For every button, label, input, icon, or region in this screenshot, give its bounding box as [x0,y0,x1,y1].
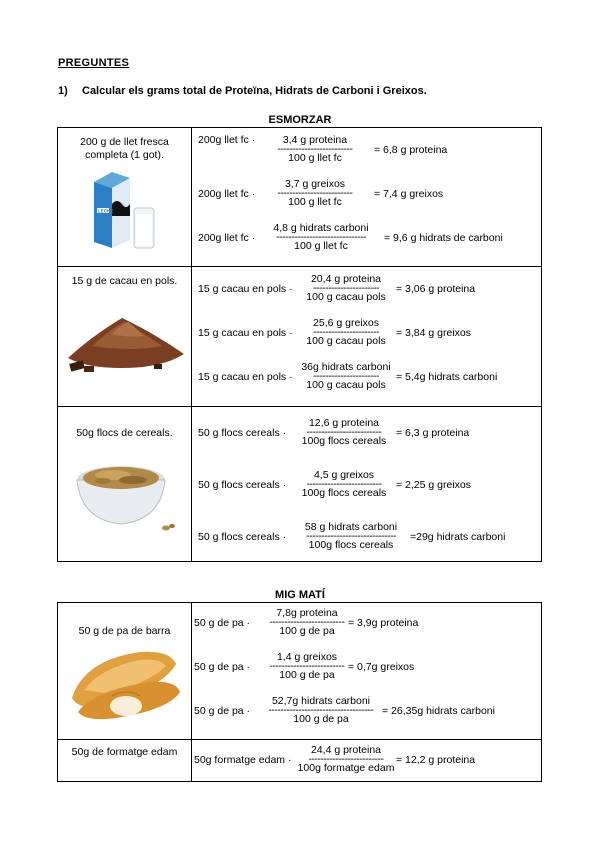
calc-result: = 6,8 g proteina [374,144,448,156]
calc-fraction: 7,8g proteina ------------------------- 100 g de pa [260,607,354,637]
calc-lhs: 200g llet fc · [198,134,256,146]
calc-line [192,469,541,521]
calc-result: = 12,2 g proteina [396,754,476,766]
calc-numerator: 4,5 g greixos [313,469,375,481]
calc-line [192,134,541,178]
calc-lhs: 50 g flocs cereals · [198,427,287,439]
calc-numerator: 12,6 g proteina [308,417,380,429]
calc-denominator: 100g flocs cereals [301,487,387,499]
calc-numerator: 24,4 g proteina [310,744,382,756]
table-row [58,740,542,782]
calc-lhs: 15 g cacau en pols · [198,327,293,339]
food-cell [58,740,192,782]
calc-denominator: 100g flocs cereals [301,435,387,447]
calc-line [192,651,541,695]
question [58,85,427,97]
cereal-bowl-icon [73,454,177,534]
calc-numerator: 52,7g hidrats carboni [271,695,371,707]
calc-fraction: 52,7g hidrats carboni ----------------------------------- 100 g de pa [258,695,384,725]
milk-carton-icon [90,168,160,253]
calc-cell [192,603,542,740]
food-cell [58,128,192,267]
calc-cell [192,128,542,267]
calc-fraction: 1,4 g greixos ------------------------- 100 g de pa [260,651,354,681]
calc-denominator: 100g formatge edam [297,762,395,774]
calc-cell [192,407,542,562]
question-text: Calcular els grams total de Proteïna, Hidrats de Carboni i Greixos. [82,85,427,97]
calc-denominator: 100 g de pa [279,625,335,637]
calc-denominator: 100 g de pa [293,713,349,725]
calc-numerator: 7,8g proteina [276,607,338,619]
calc-result: = 7,4 g greixos [374,188,444,200]
calc-result: = 2,25 g greixos [396,479,472,491]
calc-numerator: 25,6 g greixos [313,317,379,329]
calc-fraction: 12,6 g proteina ------------------------- 100g flocs cereals [294,417,394,447]
table-row [58,407,542,562]
calc-fraction: 3,7 g greixos ------------------------- 100 g llet fc [262,178,368,208]
calc-line [192,417,541,469]
calc-lhs: 200g llet fc · [198,232,256,244]
calc-result: = 0,7g greixos [348,661,415,673]
mig-mati-table [57,602,542,782]
calc-line [192,361,541,405]
food-cell [58,267,192,407]
calc-lhs: 200g llet fc · [198,188,256,200]
calc-fraction: 4,5 g greixos ------------------------- 100g flocs cereals [294,469,394,499]
calc-cell [192,740,542,782]
calc-numerator: 1,4 g greixos [276,651,338,663]
calc-denominator: 100 g cacau pols [306,291,386,303]
calc-lhs: 50g formatge edam · [194,754,292,766]
food-label: 200 g de llet fresca completa (1 got). [80,136,169,161]
calc-fraction: 3,4 g proteina ------------------------- 100 g llet fc [262,134,368,164]
calc-result: = 26,35g hidrats carboni [382,705,495,717]
calc-lhs: 50 g flocs cereals · [198,531,287,543]
calc-numerator: 36g hidrats carboni [301,361,391,373]
food-label: 50g de formatge edam [71,746,178,758]
calc-lhs: 50 g de pa · [194,661,251,673]
page-heading: PREGUNTES [58,57,130,69]
calc-fraction: 58 g hidrats carboni ------------------------------ 100g flocs cereals [294,521,408,551]
calc-denominator: 100 g llet fc [288,196,342,208]
calc-lhs: 50 g flocs cereals · [198,479,287,491]
calc-denominator: 100g flocs cereals [308,539,394,551]
food-label: 15 g de cacau en pols. [71,275,178,287]
calc-fraction: 25,6 g greixos ---------------------- 100 g cacau pols [300,317,392,347]
calc-cell [192,267,542,407]
calc-result: = 5,4g hidrats carboni [396,371,498,383]
calc-denominator: 100 g llet fc [288,152,342,164]
table-row [58,267,542,407]
bread-loaf-icon [64,646,186,722]
calc-fraction: 4,8 g hidrats carboni ------------------------------ 100 g llet fc [262,222,380,252]
calc-denominator: 100 g cacau pols [306,379,386,391]
calc-numerator: 20,4 g proteina [310,273,382,285]
calc-result: = 3,06 g proteina [396,283,476,295]
calc-numerator: 58 g hidrats carboni [304,521,398,533]
calc-result: =29g hidrats carboni [410,531,506,543]
calc-denominator: 100 g llet fc [294,240,348,252]
calc-line [192,695,541,739]
food-cell [58,603,192,740]
calc-line [192,317,541,361]
food-label: 50g flocs de cereals. [76,427,173,439]
calc-lhs: 15 g cacau en pols · [198,283,293,295]
calc-lhs: 15 g cacau en pols · [198,371,293,383]
calc-result: = 3,9g proteina [348,617,419,629]
calc-result: = 6,3 g proteina [396,427,470,439]
section-title-mig-mati: MIG MATÍ [275,589,325,601]
calc-line [192,273,541,317]
calc-lhs: 50 g de pa · [194,705,251,717]
calc-line [192,607,541,651]
table-row [58,128,542,267]
calc-line [192,521,541,561]
calc-lhs: 50 g de pa · [194,617,251,629]
question-number: 1) [58,85,68,97]
calc-line [192,178,541,222]
table-row [58,603,542,740]
calc-fraction: 20,4 g proteina ---------------------- 100 g cacau pols [300,273,392,303]
calc-denominator: 100 g de pa [279,669,335,681]
calc-fraction: 24,4 g proteina ------------------------- 100g formatge edam [297,744,395,774]
calc-numerator: 3,4 g proteina [282,134,348,146]
food-label: 50 g de pa de barra [78,625,171,637]
calc-line [192,740,541,780]
calc-result: = 9,6 g hidrats de carboni [384,232,503,244]
section-title-esmorzar: ESMORZAR [268,114,332,126]
svg-text:LECHE: LECHE [97,208,113,214]
cocoa-powder-icon [62,306,188,381]
calc-numerator: 3,7 g greixos [284,178,346,190]
calc-denominator: 100 g cacau pols [306,335,386,347]
calc-fraction: 36g hidrats carboni ---------------------- 100 g cacau pols [301,361,391,391]
food-cell [58,407,192,562]
calc-result: = 3,84 g greixos [396,327,472,339]
esmorzar-table [57,127,542,562]
calc-line [192,222,541,266]
calc-numerator: 4,8 g hidrats carboni [273,222,369,234]
